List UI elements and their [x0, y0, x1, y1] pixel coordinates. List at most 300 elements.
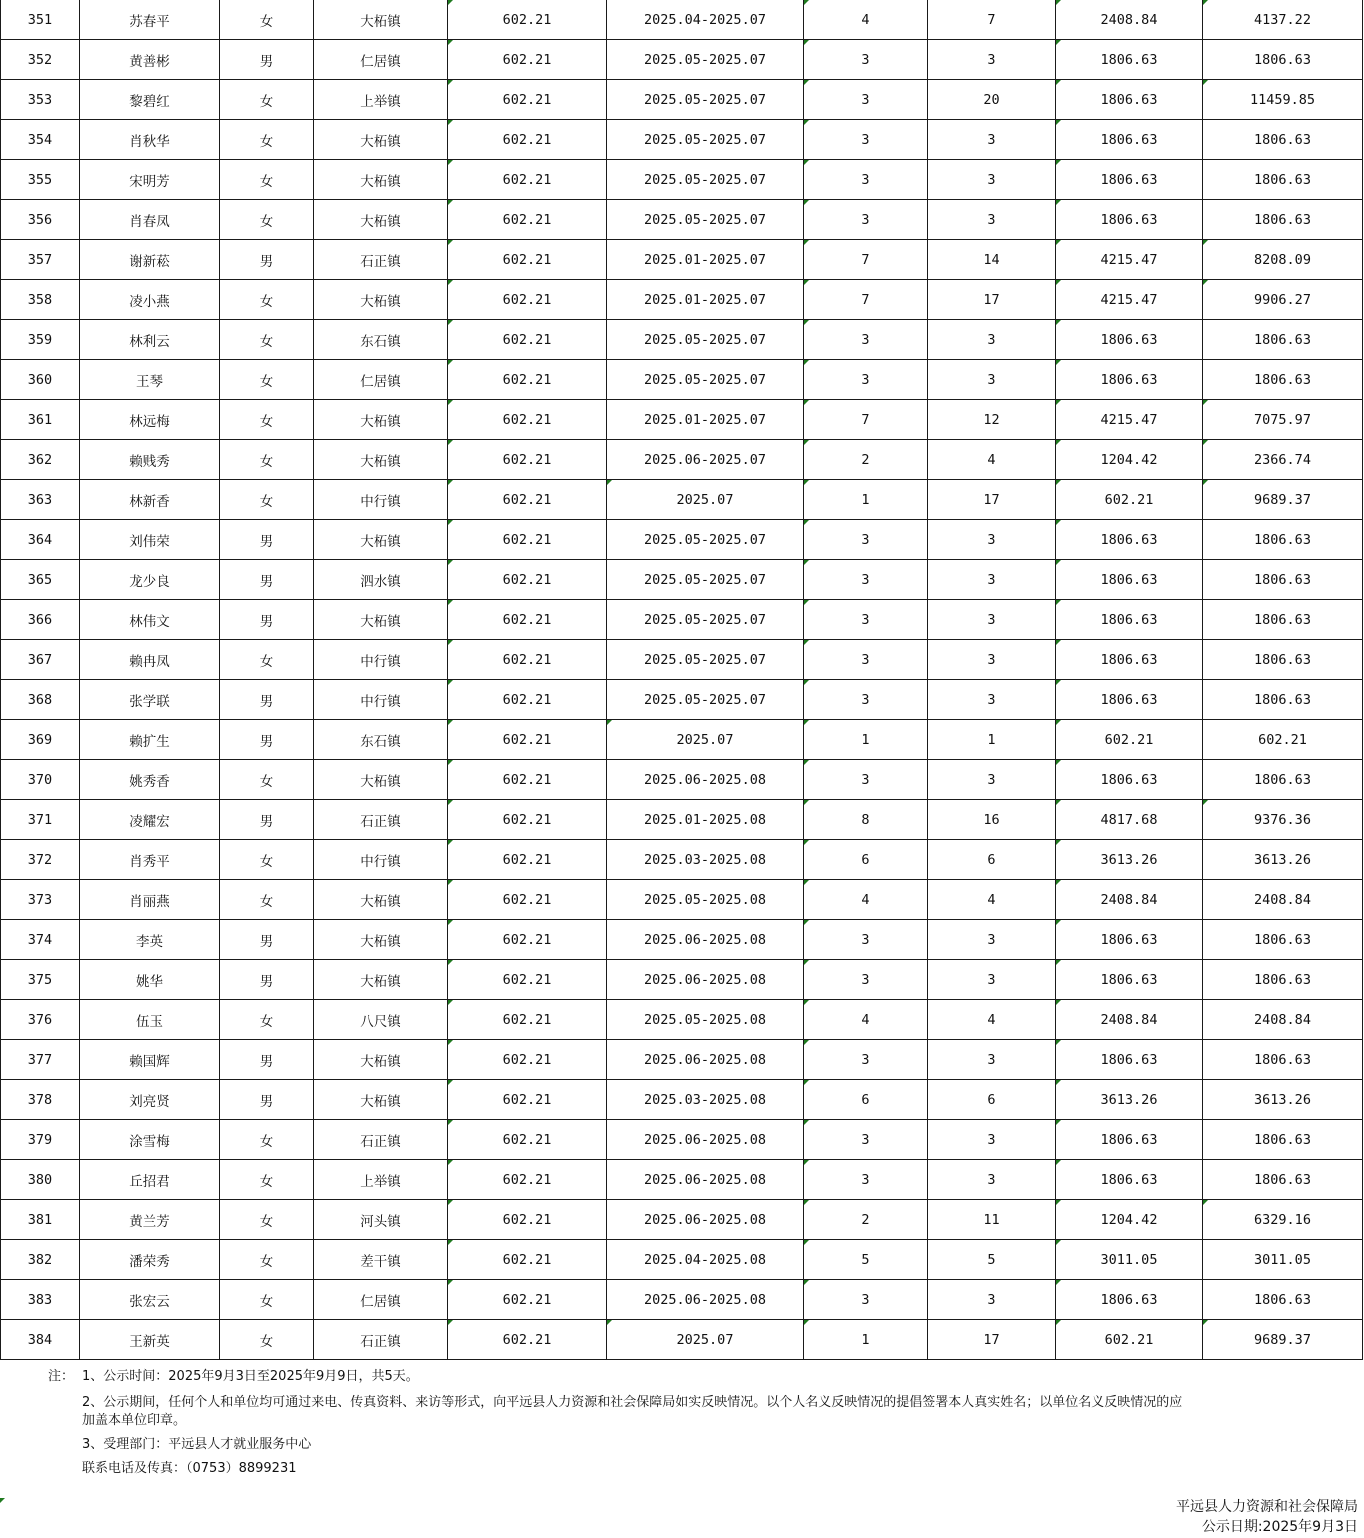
- cell-index: 381: [1, 1200, 80, 1240]
- cell-months: 7: [804, 400, 928, 440]
- cell-period: 2025.06-2025.08: [607, 1120, 804, 1160]
- cell-monthly-amount: 602.21: [448, 1040, 607, 1080]
- cell-total-months: 3: [928, 1160, 1056, 1200]
- cell-period: 2025.06-2025.08: [607, 1280, 804, 1320]
- cell-index: 363: [1, 480, 80, 520]
- cell-total-months: 16: [928, 800, 1056, 840]
- cell-town: 大柘镇: [314, 880, 448, 920]
- cell-gender: 女: [220, 360, 314, 400]
- cell-index: 384: [1, 1320, 80, 1360]
- cell-amount: 2408.84: [1056, 880, 1203, 920]
- cell-town: 大柘镇: [314, 0, 448, 40]
- cell-months: 3: [804, 560, 928, 600]
- cell-period: 2025.01-2025.07: [607, 280, 804, 320]
- cell-index: 380: [1, 1160, 80, 1200]
- cell-total-amount: 1806.63: [1203, 920, 1363, 960]
- cell-town: 河头镇: [314, 1200, 448, 1240]
- cell-gender: 男: [220, 1040, 314, 1080]
- cell-gender: 男: [220, 600, 314, 640]
- cell-total-amount: 1806.63: [1203, 1120, 1363, 1160]
- table-row: [1, 680, 1363, 720]
- cell-town: 东石镇: [314, 320, 448, 360]
- cell-index: 374: [1, 920, 80, 960]
- cell-name: 赖贱秀: [80, 440, 220, 480]
- cell-months: 3: [804, 1160, 928, 1200]
- cell-monthly-amount: 602.21: [448, 320, 607, 360]
- cell-total-amount: 9689.37: [1203, 1320, 1363, 1360]
- table-row: [1, 720, 1363, 760]
- cell-total-amount: 7075.97: [1203, 400, 1363, 440]
- cell-amount: 1806.63: [1056, 520, 1203, 560]
- cell-monthly-amount: 602.21: [448, 1240, 607, 1280]
- cell-months: 3: [804, 160, 928, 200]
- cell-total-months: 3: [928, 360, 1056, 400]
- table-row: [1, 1040, 1363, 1080]
- cell-town: 上举镇: [314, 80, 448, 120]
- cell-name: 宋明芳: [80, 160, 220, 200]
- cell-months: 1: [804, 1320, 928, 1360]
- cell-amount: 602.21: [1056, 480, 1203, 520]
- table-row: [1, 920, 1363, 960]
- cell-monthly-amount: 602.21: [448, 1280, 607, 1320]
- cell-town: 上举镇: [314, 1160, 448, 1200]
- table-row: [1, 800, 1363, 840]
- cell-months: 4: [804, 880, 928, 920]
- cell-amount: 1806.63: [1056, 80, 1203, 120]
- cell-gender: 女: [220, 1200, 314, 1240]
- cell-total-months: 5: [928, 1240, 1056, 1280]
- cell-period: 2025.05-2025.07: [607, 80, 804, 120]
- cell-gender: 男: [220, 520, 314, 560]
- cell-total-amount: 1806.63: [1203, 760, 1363, 800]
- cell-amount: 3613.26: [1056, 840, 1203, 880]
- cell-monthly-amount: 602.21: [448, 160, 607, 200]
- table-row: [1, 1320, 1363, 1360]
- cell-amount: 602.21: [1056, 720, 1203, 760]
- cell-amount: 1806.63: [1056, 680, 1203, 720]
- cell-period: 2025.05-2025.07: [607, 200, 804, 240]
- cell-name: 李英: [80, 920, 220, 960]
- cell-monthly-amount: 602.21: [448, 0, 607, 40]
- cell-gender: 女: [220, 200, 314, 240]
- cell-town: 石正镇: [314, 800, 448, 840]
- cell-town: 大柘镇: [314, 1040, 448, 1080]
- cell-amount: 1806.63: [1056, 920, 1203, 960]
- cell-town: 泗水镇: [314, 560, 448, 600]
- cell-period: 2025.05-2025.07: [607, 160, 804, 200]
- cell-months: 3: [804, 640, 928, 680]
- cell-monthly-amount: 602.21: [448, 480, 607, 520]
- table-row: [1, 120, 1363, 160]
- cell-monthly-amount: 602.21: [448, 240, 607, 280]
- cell-total-months: 3: [928, 1280, 1056, 1320]
- cell-amount: 1204.42: [1056, 440, 1203, 480]
- cell-total-months: 7: [928, 0, 1056, 40]
- cell-total-amount: 1806.63: [1203, 560, 1363, 600]
- cell-town: 大柘镇: [314, 200, 448, 240]
- cell-name: 丘招君: [80, 1160, 220, 1200]
- cell-gender: 女: [220, 0, 314, 40]
- table-row: [1, 1120, 1363, 1160]
- footer-org: 平远县人力资源和社会保障局: [1176, 1499, 1358, 1515]
- cell-monthly-amount: 602.21: [448, 600, 607, 640]
- cell-name: 黎碧红: [80, 80, 220, 120]
- cell-monthly-amount: 602.21: [448, 920, 607, 960]
- cell-amount: 1806.63: [1056, 760, 1203, 800]
- cell-months: 4: [804, 1000, 928, 1040]
- cell-total-amount: 1806.63: [1203, 320, 1363, 360]
- cell-period: 2025.05-2025.07: [607, 360, 804, 400]
- cell-period: 2025.05-2025.08: [607, 880, 804, 920]
- cell-town: 仁居镇: [314, 40, 448, 80]
- cell-amount: 1806.63: [1056, 560, 1203, 600]
- cell-name: 凌耀宏: [80, 800, 220, 840]
- cell-amount: 1806.63: [1056, 360, 1203, 400]
- cell-months: 3: [804, 520, 928, 560]
- cell-total-months: 3: [928, 640, 1056, 680]
- table-row: [1, 1160, 1363, 1200]
- cell-monthly-amount: 602.21: [448, 120, 607, 160]
- cell-index: 361: [1, 400, 80, 440]
- cell-name: 伍玉: [80, 1000, 220, 1040]
- cell-total-months: 14: [928, 240, 1056, 280]
- cell-name: 刘亮贤: [80, 1080, 220, 1120]
- cell-amount: 1806.63: [1056, 960, 1203, 1000]
- cell-town: 大柘镇: [314, 520, 448, 560]
- cell-name: 苏春平: [80, 0, 220, 40]
- table-row: [1, 560, 1363, 600]
- cell-gender: 女: [220, 640, 314, 680]
- cell-town: 大柘镇: [314, 600, 448, 640]
- cell-total-amount: 1806.63: [1203, 960, 1363, 1000]
- cell-monthly-amount: 602.21: [448, 1080, 607, 1120]
- cell-monthly-amount: 602.21: [448, 400, 607, 440]
- cell-town: 大柘镇: [314, 440, 448, 480]
- cell-total-months: 3: [928, 160, 1056, 200]
- cell-monthly-amount: 602.21: [448, 960, 607, 1000]
- cell-total-months: 17: [928, 280, 1056, 320]
- cell-total-months: 4: [928, 1000, 1056, 1040]
- cell-monthly-amount: 602.21: [448, 640, 607, 680]
- cell-name: 肖丽燕: [80, 880, 220, 920]
- cell-town: 大柘镇: [314, 920, 448, 960]
- cell-town: 大柘镇: [314, 280, 448, 320]
- cell-months: 3: [804, 200, 928, 240]
- cell-period: 2025.03-2025.08: [607, 1080, 804, 1120]
- cell-period: 2025.06-2025.08: [607, 920, 804, 960]
- cell-name: 黄善彬: [80, 40, 220, 80]
- cell-index: 358: [1, 280, 80, 320]
- cell-town: 仁居镇: [314, 1280, 448, 1320]
- cell-total-months: 3: [928, 960, 1056, 1000]
- cell-name: 林利云: [80, 320, 220, 360]
- cell-months: 3: [804, 1040, 928, 1080]
- cell-total-amount: 9689.37: [1203, 480, 1363, 520]
- cell-index: 362: [1, 440, 80, 480]
- cell-town: 石正镇: [314, 1120, 448, 1160]
- table-row: [1, 1200, 1363, 1240]
- cell-name: 赖冉凤: [80, 640, 220, 680]
- cell-total-amount: 1806.63: [1203, 1160, 1363, 1200]
- table-row: [1, 160, 1363, 200]
- cell-name: 姚华: [80, 960, 220, 1000]
- cell-monthly-amount: 602.21: [448, 800, 607, 840]
- cell-period: 2025.07: [607, 720, 804, 760]
- cell-total-months: 3: [928, 1040, 1056, 1080]
- cell-name: 谢新菘: [80, 240, 220, 280]
- cell-index: 371: [1, 800, 80, 840]
- cell-monthly-amount: 602.21: [448, 440, 607, 480]
- cell-monthly-amount: 602.21: [448, 1200, 607, 1240]
- cell-period: 2025.05-2025.07: [607, 520, 804, 560]
- cell-monthly-amount: 602.21: [448, 680, 607, 720]
- cell-total-months: 17: [928, 480, 1056, 520]
- cell-gender: 男: [220, 1080, 314, 1120]
- cell-period: 2025.06-2025.08: [607, 760, 804, 800]
- cell-name: 林远梅: [80, 400, 220, 440]
- cell-period: 2025.07: [607, 1320, 804, 1360]
- cell-total-months: 4: [928, 440, 1056, 480]
- cell-monthly-amount: 602.21: [448, 1320, 607, 1360]
- cell-gender: 女: [220, 80, 314, 120]
- cell-period: 2025.05-2025.07: [607, 640, 804, 680]
- cell-period: 2025.05-2025.07: [607, 680, 804, 720]
- cell-index: 364: [1, 520, 80, 560]
- cell-name: 黄兰芳: [80, 1200, 220, 1240]
- cell-amount: 4215.47: [1056, 240, 1203, 280]
- cell-gender: 男: [220, 560, 314, 600]
- cell-months: 6: [804, 840, 928, 880]
- table-row: [1, 840, 1363, 880]
- cell-amount: 1806.63: [1056, 640, 1203, 680]
- table-row: [1, 880, 1363, 920]
- cell-total-amount: 1806.63: [1203, 520, 1363, 560]
- cell-monthly-amount: 602.21: [448, 520, 607, 560]
- table-row: [1, 760, 1363, 800]
- cell-period: 2025.07: [607, 480, 804, 520]
- roster-body: [1, 0, 1363, 1360]
- cell-gender: 女: [220, 1240, 314, 1280]
- cell-total-amount: 3011.05: [1203, 1240, 1363, 1280]
- cell-town: 八尺镇: [314, 1000, 448, 1040]
- table-row: [1, 40, 1363, 80]
- cell-amount: 2408.84: [1056, 0, 1203, 40]
- cell-total-months: 3: [928, 120, 1056, 160]
- cell-months: 8: [804, 800, 928, 840]
- cell-period: 2025.06-2025.07: [607, 440, 804, 480]
- cell-amount: 1806.63: [1056, 1040, 1203, 1080]
- cell-index: 355: [1, 160, 80, 200]
- cell-index: 373: [1, 880, 80, 920]
- table-row: [1, 600, 1363, 640]
- cell-months: 2: [804, 1200, 928, 1240]
- cell-index: 369: [1, 720, 80, 760]
- cell-town: 中行镇: [314, 840, 448, 880]
- cell-months: 4: [804, 0, 928, 40]
- cell-months: 5: [804, 1240, 928, 1280]
- cell-total-amount: 9376.36: [1203, 800, 1363, 840]
- cell-gender: 女: [220, 440, 314, 480]
- table-row: [1, 1240, 1363, 1280]
- cell-period: 2025.04-2025.08: [607, 1240, 804, 1280]
- cell-index: 372: [1, 840, 80, 880]
- cell-index: 379: [1, 1120, 80, 1160]
- cell-monthly-amount: 602.21: [448, 1120, 607, 1160]
- table-row: [1, 0, 1363, 40]
- table-row: [1, 1080, 1363, 1120]
- cell-gender: 女: [220, 160, 314, 200]
- cell-town: 大柘镇: [314, 760, 448, 800]
- cell-gender: 男: [220, 800, 314, 840]
- cell-total-months: 3: [928, 320, 1056, 360]
- cell-index: 351: [1, 0, 80, 40]
- cell-gender: 女: [220, 1280, 314, 1320]
- cell-name: 涂雪梅: [80, 1120, 220, 1160]
- cell-total-amount: 1806.63: [1203, 1280, 1363, 1320]
- cell-total-amount: 1806.63: [1203, 200, 1363, 240]
- cell-town: 大柘镇: [314, 1080, 448, 1120]
- cell-amount: 1806.63: [1056, 120, 1203, 160]
- cell-index: 370: [1, 760, 80, 800]
- table-row: [1, 520, 1363, 560]
- cell-period: 2025.01-2025.07: [607, 240, 804, 280]
- cell-months: 7: [804, 240, 928, 280]
- cell-gender: 女: [220, 1120, 314, 1160]
- cell-name: 张学联: [80, 680, 220, 720]
- cell-name: 肖秀平: [80, 840, 220, 880]
- cell-name: 潘荣秀: [80, 1240, 220, 1280]
- cell-amount: 1806.63: [1056, 200, 1203, 240]
- table-row: [1, 440, 1363, 480]
- cell-total-amount: 2366.74: [1203, 440, 1363, 480]
- cell-total-amount: 1806.63: [1203, 680, 1363, 720]
- cell-gender: 女: [220, 400, 314, 440]
- cell-total-months: 20: [928, 80, 1056, 120]
- cell-index: 353: [1, 80, 80, 120]
- cell-monthly-amount: 602.21: [448, 80, 607, 120]
- cell-period: 2025.06-2025.08: [607, 960, 804, 1000]
- cell-total-amount: 1806.63: [1203, 600, 1363, 640]
- cell-amount: 1204.42: [1056, 1200, 1203, 1240]
- cell-amount: 1806.63: [1056, 1280, 1203, 1320]
- cell-index: 360: [1, 360, 80, 400]
- cell-town: 中行镇: [314, 480, 448, 520]
- cell-gender: 女: [220, 760, 314, 800]
- cell-index: 354: [1, 120, 80, 160]
- cell-amount: 3613.26: [1056, 1080, 1203, 1120]
- cell-gender: 男: [220, 720, 314, 760]
- cell-total-months: 6: [928, 1080, 1056, 1120]
- cell-town: 差干镇: [314, 1240, 448, 1280]
- cell-name: 赖扩生: [80, 720, 220, 760]
- cell-months: 3: [804, 80, 928, 120]
- cell-monthly-amount: 602.21: [448, 720, 607, 760]
- cell-period: 2025.06-2025.08: [607, 1040, 804, 1080]
- cell-index: 356: [1, 200, 80, 240]
- cell-total-amount: 1806.63: [1203, 160, 1363, 200]
- cell-monthly-amount: 602.21: [448, 760, 607, 800]
- cell-index: 376: [1, 1000, 80, 1040]
- cell-index: 367: [1, 640, 80, 680]
- cell-total-amount: 1806.63: [1203, 120, 1363, 160]
- cell-period: 2025.05-2025.08: [607, 1000, 804, 1040]
- cell-amount: 4215.47: [1056, 280, 1203, 320]
- cell-total-months: 11: [928, 1200, 1056, 1240]
- cell-amount: 1806.63: [1056, 320, 1203, 360]
- cell-index: 383: [1, 1280, 80, 1320]
- cell-index: 382: [1, 1240, 80, 1280]
- cell-name: 林伟文: [80, 600, 220, 640]
- cell-total-amount: 602.21: [1203, 720, 1363, 760]
- note-contact: 联系电话及传真：（0753）8899231: [82, 1461, 297, 1476]
- cell-index: 365: [1, 560, 80, 600]
- footer-date: 公示日期:2025年9月3日: [1201, 1519, 1358, 1535]
- cell-total-months: 3: [928, 600, 1056, 640]
- cell-total-amount: 6329.16: [1203, 1200, 1363, 1240]
- cell-total-amount: 9906.27: [1203, 280, 1363, 320]
- cell-months: 3: [804, 360, 928, 400]
- note-feedback: 2、公示期间，任何个人和单位均可通过来电、传真资料、来访等形式，向平远县人力资源和社会保障局如实反映情况。以个人名义反映情况的提倡签署本人真实姓名；以单位名义反映情况的应: [82, 1395, 1183, 1410]
- cell-name: 刘伟荣: [80, 520, 220, 560]
- cell-total-months: 3: [928, 920, 1056, 960]
- cell-name: 姚秀香: [80, 760, 220, 800]
- cell-gender: 男: [220, 960, 314, 1000]
- cell-total-amount: 1806.63: [1203, 40, 1363, 80]
- cell-amount: 602.21: [1056, 1320, 1203, 1360]
- cell-total-months: 3: [928, 560, 1056, 600]
- cell-months: 3: [804, 760, 928, 800]
- cell-period: 2025.01-2025.07: [607, 400, 804, 440]
- cell-gender: 女: [220, 1320, 314, 1360]
- cell-town: 石正镇: [314, 240, 448, 280]
- cell-period: 2025.03-2025.08: [607, 840, 804, 880]
- cell-monthly-amount: 602.21: [448, 280, 607, 320]
- table-row: [1, 80, 1363, 120]
- table-row: [1, 1000, 1363, 1040]
- cell-period: 2025.05-2025.07: [607, 320, 804, 360]
- cell-total-months: 3: [928, 200, 1056, 240]
- cell-amount: 1806.63: [1056, 1160, 1203, 1200]
- note-department: 3、受理部门：平远县人才就业服务中心: [82, 1437, 312, 1452]
- cell-amount: 3011.05: [1056, 1240, 1203, 1280]
- cell-period: 2025.05-2025.07: [607, 560, 804, 600]
- cell-town: 大柘镇: [314, 960, 448, 1000]
- cell-town: 仁居镇: [314, 360, 448, 400]
- cell-months: 6: [804, 1080, 928, 1120]
- cell-name: 王琴: [80, 360, 220, 400]
- cell-total-amount: 1806.63: [1203, 360, 1363, 400]
- cell-index: 368: [1, 680, 80, 720]
- cell-gender: 女: [220, 840, 314, 880]
- cell-monthly-amount: 602.21: [448, 1160, 607, 1200]
- cell-total-amount: 1806.63: [1203, 1040, 1363, 1080]
- cell-amount: 4215.47: [1056, 400, 1203, 440]
- cell-monthly-amount: 602.21: [448, 880, 607, 920]
- cell-period: 2025.05-2025.07: [607, 600, 804, 640]
- cell-gender: 女: [220, 1160, 314, 1200]
- cell-total-amount: 4137.22: [1203, 0, 1363, 40]
- cell-total-amount: 11459.85: [1203, 80, 1363, 120]
- cell-gender: 男: [220, 680, 314, 720]
- cell-total-amount: 2408.84: [1203, 1000, 1363, 1040]
- cell-amount: 2408.84: [1056, 1000, 1203, 1040]
- cell-monthly-amount: 602.21: [448, 200, 607, 240]
- cell-town: 东石镇: [314, 720, 448, 760]
- cell-index: 352: [1, 40, 80, 80]
- cell-months: 3: [804, 960, 928, 1000]
- table-row: [1, 360, 1363, 400]
- table-row: [1, 400, 1363, 440]
